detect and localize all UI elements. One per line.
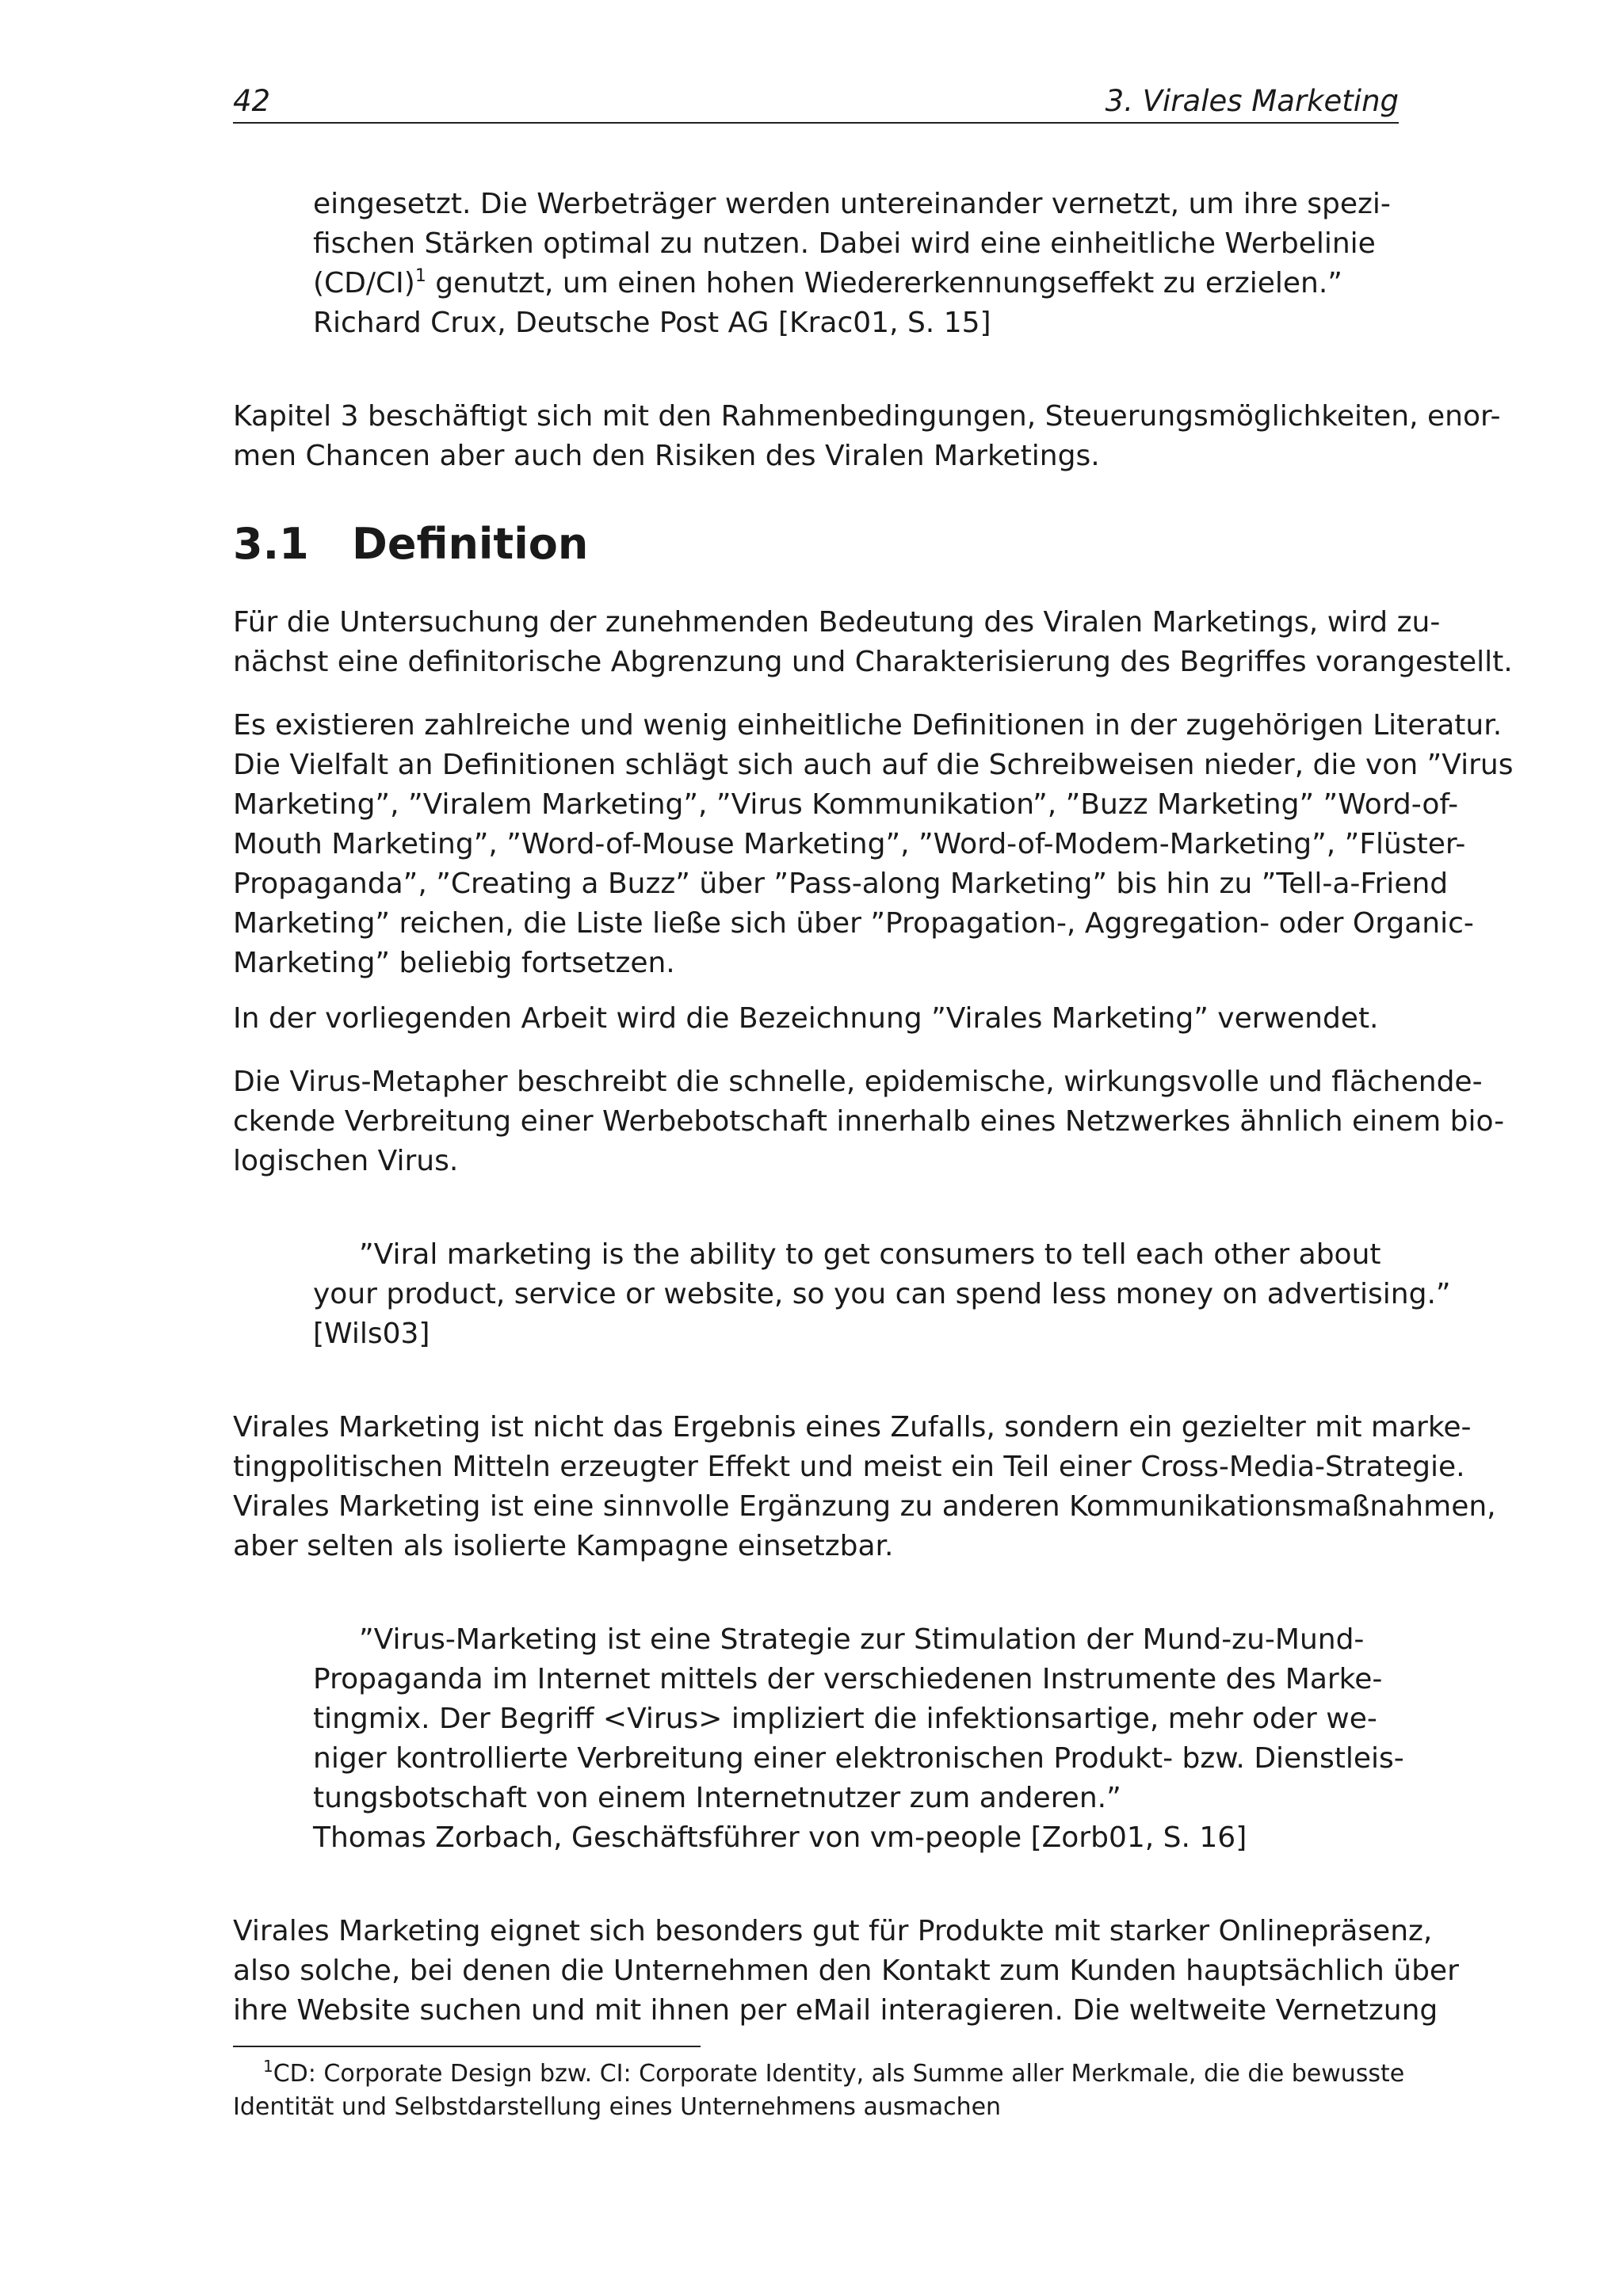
footnote-line bbox=[263, 2057, 1405, 2090]
section-number: 3.1 bbox=[233, 519, 309, 569]
quote-line: ”Virus-Marketing ist eine Strategie zur Stimulation der Mund-zu-Mund- bbox=[359, 1623, 1365, 1656]
footnote-rule bbox=[233, 2046, 701, 2047]
quote-line: ”Viral marketing is the ability to get consumers to tell each other about bbox=[359, 1238, 1381, 1271]
footnote-number: 1 bbox=[263, 2057, 273, 2076]
quote-line bbox=[313, 265, 1342, 303]
paragraph-line: Für die Untersuchung der zunehmenden Bedeutung des Viralen Marketings, wird zu- bbox=[233, 606, 1441, 639]
section-title: Definition bbox=[352, 519, 589, 569]
paragraph-line: Marketing” beliebig fortsetzen. bbox=[233, 947, 675, 979]
paragraph-line: Es existieren zahlreiche und wenig einheitliche Definitionen in der zugehörigen Literatur. bbox=[233, 709, 1503, 742]
quote-line: eingesetzt. Die Werbeträger werden untereinander vernetzt, um ihre spezi- bbox=[313, 188, 1391, 220]
paragraph-line: Marketing”, ”Viralem Marketing”, ”Virus Kommunikation”, ”Buzz Marketing” ”Word-of- bbox=[233, 788, 1459, 821]
page-number: 42 bbox=[233, 84, 271, 118]
paragraph-line: Die Vielfalt an Definitionen schlägt sich auch auf die Schreibweisen nieder, die von ”Virus bbox=[233, 749, 1514, 781]
paragraph-line: Mouth Marketing”, ”Word-of-Mouse Marketing”, ”Word-of-Modem-Marketing”, ”Flüster- bbox=[233, 828, 1466, 860]
quote-line: your product, service or website, so you can spend less money on advertising.” bbox=[313, 1278, 1451, 1310]
paragraph-line: In der vorliegenden Arbeit wird die Bezeichnung ”Virales Marketing” verwendet. bbox=[233, 1002, 1379, 1035]
quote-line: tungsbotschaft von einem Internetnutzer zum anderen.” bbox=[313, 1782, 1121, 1814]
header-rule bbox=[233, 122, 1399, 124]
footnote-line: Identität und Selbstdarstellung eines Unternehmens ausmachen bbox=[233, 2093, 1002, 2121]
quote-line: tingmix. Der Begriff <Virus> impliziert die infektionsartige, mehr oder we- bbox=[313, 1703, 1377, 1735]
paragraph-line: Virales Marketing eignet sich besonders gut für Produkte mit starker Onlinepräsenz, bbox=[233, 1915, 1433, 1947]
paragraph-line: logischen Virus. bbox=[233, 1145, 459, 1177]
paragraph-line: men Chancen aber auch den Risiken des Viralen Marketings. bbox=[233, 440, 1100, 472]
running-header-title: 3. Virales Marketing bbox=[1105, 84, 1399, 118]
quote-text: genutzt, um einen hohen Wiedererkennungseffekt zu erzielen.” bbox=[426, 267, 1342, 299]
quote-attribution: Richard Crux, Deutsche Post AG [Krac01, S. 15] bbox=[313, 307, 991, 339]
paragraph-line: ihre Website suchen und mit ihnen per eMail interagieren. Die weltweite Vernetzung bbox=[233, 1994, 1438, 2027]
quote-line: Propaganda im Internet mittels der verschiedenen Instrumente des Marke- bbox=[313, 1663, 1383, 1695]
paragraph-line: aber selten als isolierte Kampagne einsetzbar. bbox=[233, 1530, 894, 1562]
paragraph-line: Virales Marketing ist eine sinnvolle Ergänzung zu anderen Kommunikationsmaßnahmen, bbox=[233, 1490, 1496, 1523]
paragraph-line: tingpolitischen Mitteln erzeugter Effekt und meist ein Teil einer Cross-Media-Strategie. bbox=[233, 1451, 1465, 1483]
quote-attribution: Thomas Zorbach, Geschäftsführer von vm-people [Zorb01, S. 16] bbox=[313, 1821, 1247, 1854]
quote-text: (CD/CI) bbox=[313, 267, 415, 299]
quote-line: fischen Stärken optimal zu nutzen. Dabei wird eine einheitliche Werbelinie bbox=[313, 227, 1376, 260]
footnote-text: CD: Corporate Design bzw. CI: Corporate Identity, als Summe aller Merkmale, die die bewusste bbox=[273, 2060, 1405, 2088]
footnote-marker: 1 bbox=[414, 266, 426, 286]
quote-attribution: [Wils03] bbox=[313, 1318, 430, 1350]
paragraph-line: Kapitel 3 beschäftigt sich mit den Rahmenbedingungen, Steuerungsmöglichkeiten, enor- bbox=[233, 400, 1501, 433]
paragraph-line: Die Virus-Metapher beschreibt die schnelle, epidemische, wirkungsvolle und flächende- bbox=[233, 1066, 1483, 1098]
paragraph-line: nächst eine definitorische Abgrenzung und Charakterisierung des Begriffes vorangestellt. bbox=[233, 646, 1513, 678]
paragraph-line: also solche, bei denen die Unternehmen den Kontakt zum Kunden hauptsächlich über bbox=[233, 1955, 1459, 1987]
paragraph-line: Propaganda”, ”Creating a Buzz” über ”Pass-along Marketing” bis hin zu ”Tell-a-Friend bbox=[233, 868, 1449, 900]
paragraph-line: ckende Verbreitung einer Werbebotschaft innerhalb eines Netzwerkes ähnlich einem bio- bbox=[233, 1105, 1505, 1138]
paragraph-line: Marketing” reichen, die Liste ließe sich über ”Propagation-, Aggregation- oder Organic- bbox=[233, 907, 1474, 940]
quote-line: niger kontrollierte Verbreitung einer elektronischen Produkt- bzw. Dienstleis- bbox=[313, 1742, 1404, 1775]
paragraph-line: Virales Marketing ist nicht das Ergebnis eines Zufalls, sondern ein gezielter mit marke- bbox=[233, 1411, 1472, 1444]
